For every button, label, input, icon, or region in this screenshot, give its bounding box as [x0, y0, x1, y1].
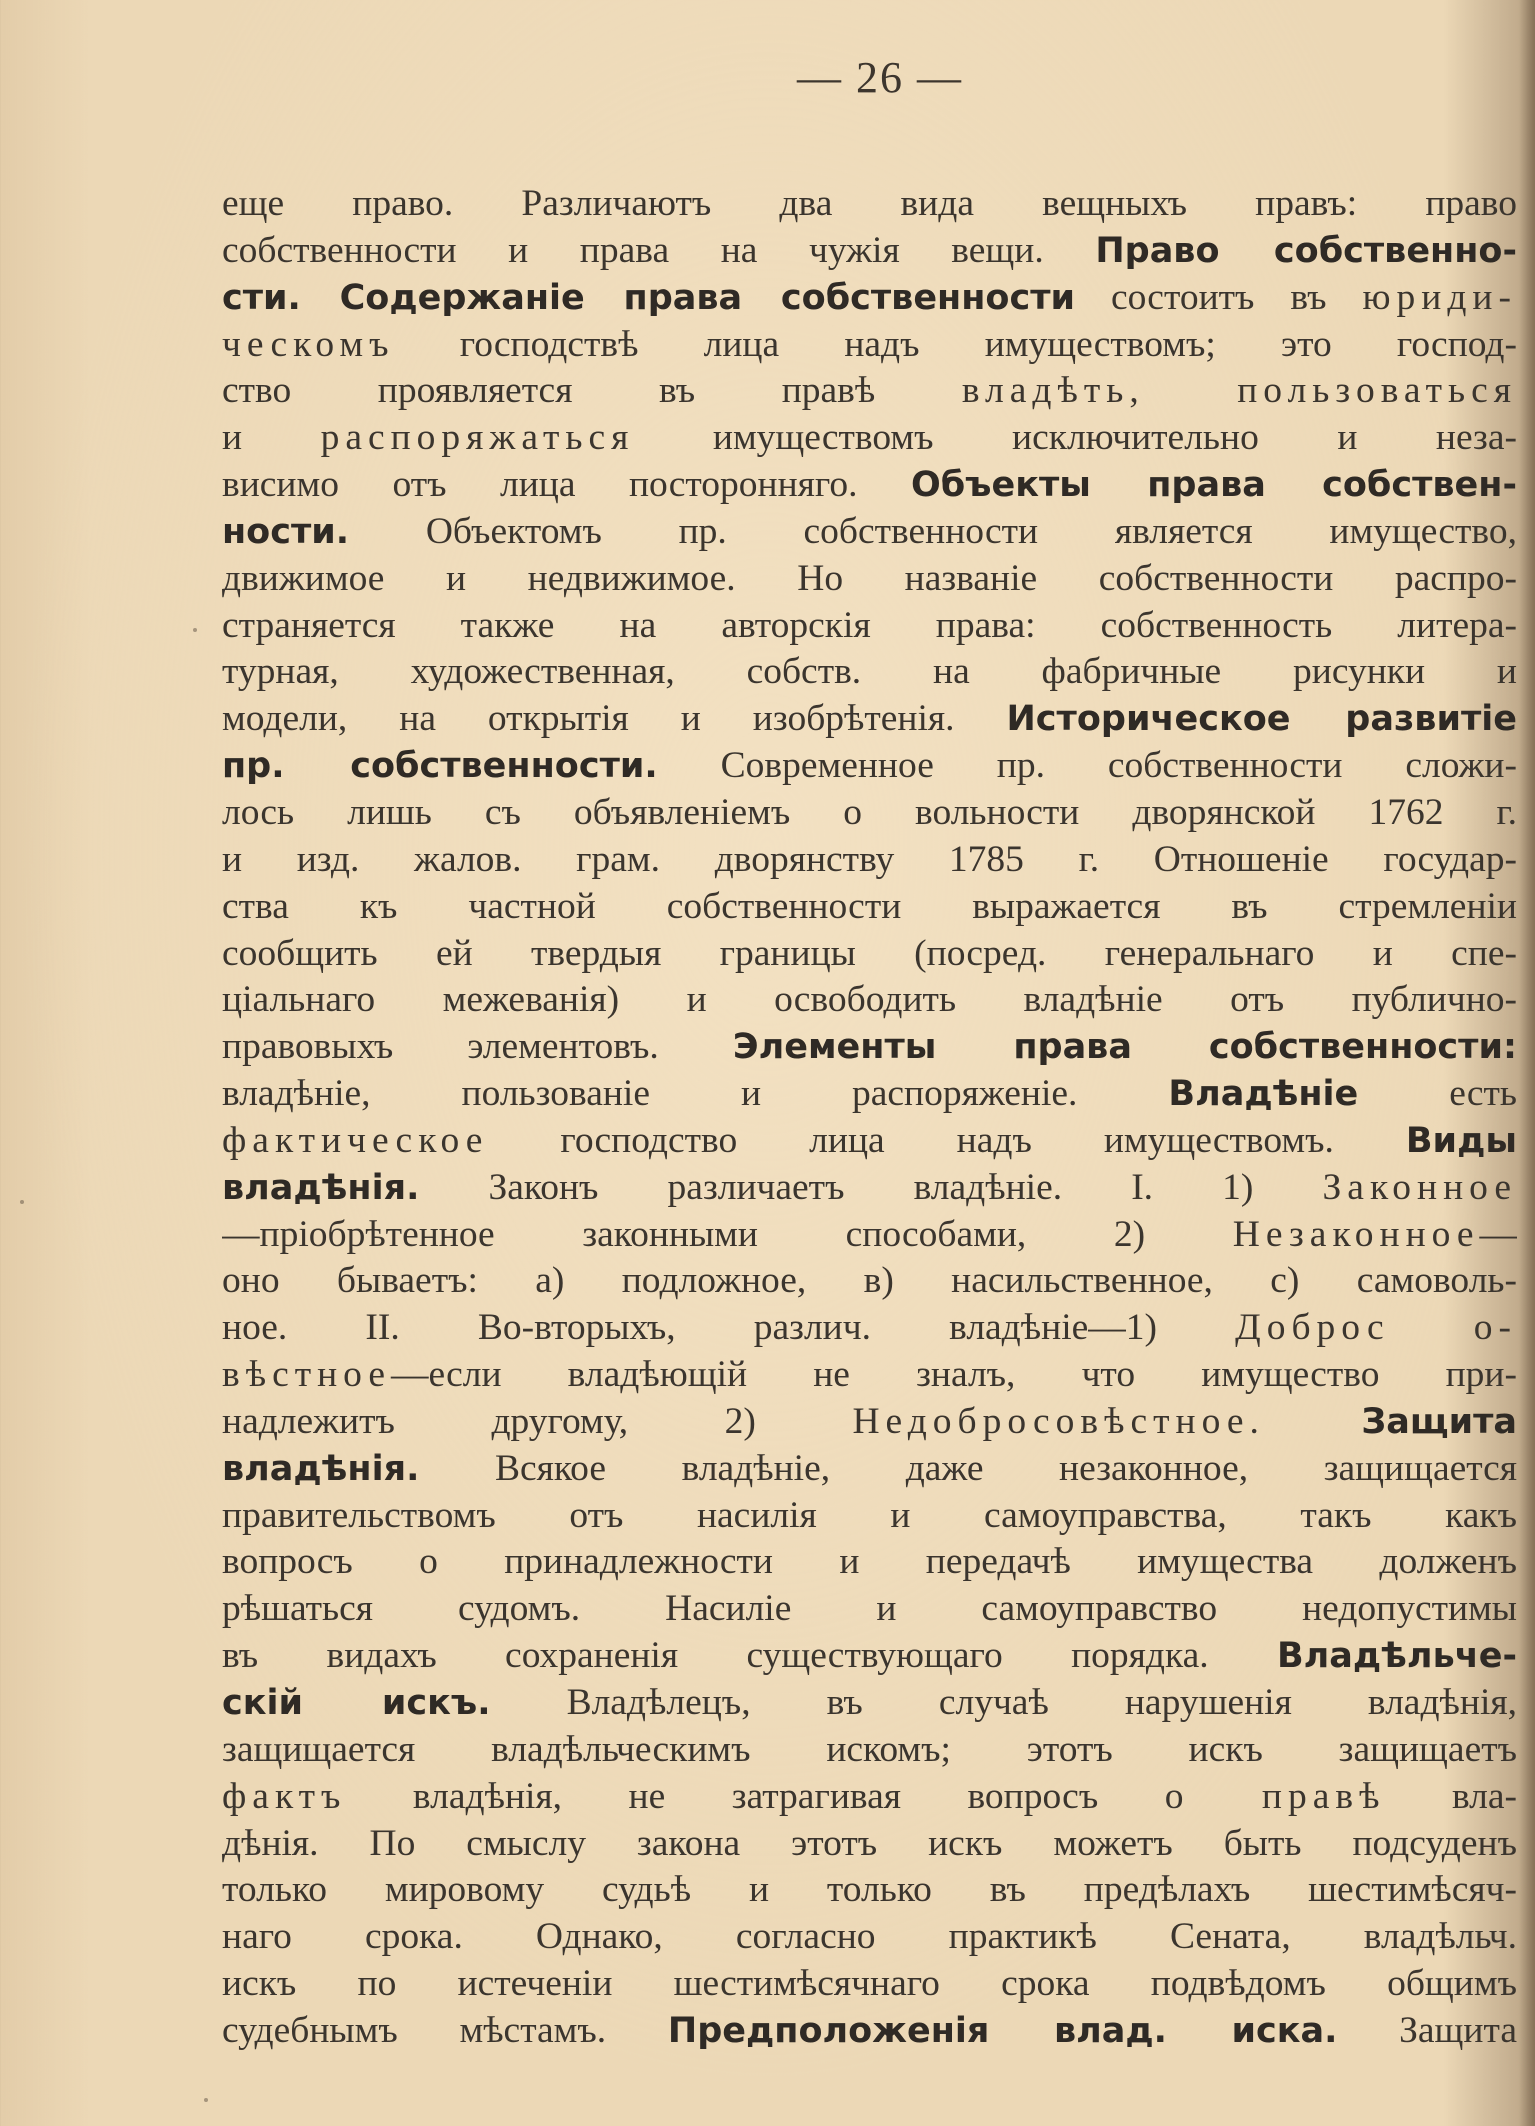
text-line [222, 1071, 1517, 1118]
text-line [222, 415, 1517, 462]
text-line [222, 1539, 1517, 1586]
bold-heading-run: сти. Содержаніе права собственности [222, 277, 1076, 318]
bold-heading-run: Виды [1405, 1120, 1517, 1161]
text-line [222, 1493, 1517, 1540]
text-run: Всякое владѣніе, даже незаконное, защищается [419, 1447, 1517, 1489]
text-run: наго срока. Однако, согласно практикѣ Сената, владѣльч. [222, 1916, 1517, 1958]
ink-speck [20, 1200, 24, 1204]
bold-heading-run: скій искъ. [222, 1683, 491, 1723]
bold-heading-run: владѣнія. [222, 1448, 420, 1489]
bold-heading-run: Владѣльче- [1276, 1636, 1517, 1677]
text-line [222, 1867, 1517, 1914]
text-run: турная, художественная, собств. на фабричные рисунки и [222, 651, 1517, 693]
text-run: лось лишь съ объявленіемъ о вольности дворянской 1762 г. [222, 791, 1517, 833]
text-run: владѣніе, пользованіе и распоряженіе. [222, 1073, 1169, 1115]
text-run: надлежитъ другому, 2) [222, 1400, 853, 1442]
text-line [222, 1774, 1517, 1821]
text-line [222, 1258, 1517, 1305]
text-line [222, 1446, 1517, 1493]
ink-speck [193, 628, 197, 632]
text-line [222, 368, 1517, 415]
text-line [222, 884, 1517, 931]
spaced-emphasis-run: о правѣ [1164, 1775, 1386, 1817]
spaced-emphasis-run: ческомъ [222, 323, 395, 365]
text-run: ное. II. Во-вторыхъ, различ. владѣніе—1) [222, 1307, 1236, 1349]
text-line [222, 1914, 1517, 1961]
text-run: правовыхъ элементовъ. [222, 1026, 733, 1068]
text-run: только мировому судьѣ и только въ предѣлахъ шестимѣсяч- [222, 1869, 1517, 1911]
text-run [1265, 1401, 1362, 1442]
text-run: модели, на открытія и изобрѣтенія. [222, 698, 1007, 740]
text-line [222, 1821, 1517, 1868]
text-run: владѣнія, не затрагивая вопросъ [346, 1775, 1165, 1817]
text-line [222, 1399, 1517, 1446]
text-run: въ видахъ сохраненія существующаго порядка. [222, 1635, 1277, 1677]
text-run: ціальнаго межеванія) и освободить владѣніе отъ публично- [222, 979, 1517, 1021]
spaced-emphasis-run: Недобросовѣстное. [852, 1400, 1265, 1442]
spaced-emphasis-run: фактъ [222, 1775, 347, 1817]
bold-heading-run: Владѣніе [1168, 1074, 1359, 1115]
text-run: имуществомъ исключительно и неза- [634, 417, 1517, 459]
spaced-emphasis-run: распоряжаться [320, 417, 635, 459]
text-line [222, 462, 1517, 509]
text-line [222, 743, 1517, 790]
text-run: Объектомъ пр. собственности является имущество, [349, 510, 1517, 552]
spaced-emphasis-run: владѣть, пользоваться [961, 370, 1517, 412]
text-line [222, 509, 1517, 556]
text-run: собственности и права на чужія вещи. [222, 229, 1096, 271]
bold-heading-run: пр. собственности. [222, 746, 658, 787]
text-line [222, 1680, 1517, 1727]
body-text [222, 181, 1517, 2055]
text-line [222, 790, 1517, 837]
text-line [222, 322, 1517, 369]
text-line [222, 181, 1517, 228]
text-line [222, 837, 1517, 884]
text-run: господствѣ лица надъ имуществомъ; это господ- [394, 323, 1517, 365]
text-run: — [1479, 1213, 1517, 1255]
spaced-emphasis-run: юриди- [1362, 276, 1517, 318]
spaced-emphasis-run: вѣстное [222, 1354, 392, 1396]
bold-heading-run: Историческое развитіе [1006, 699, 1517, 740]
page-number: — 26 — [797, 53, 963, 102]
bold-heading-run: ности. [222, 511, 350, 552]
text-run: страняется также на авторскія права: собственность литера- [222, 604, 1517, 646]
text-line [222, 603, 1517, 650]
bold-heading-run: Объекты права собствен- [910, 465, 1517, 506]
text-run: и изд. жалов. грам. дворянству 1785 г. Отношеніе государ- [222, 838, 1517, 880]
spaced-emphasis-run: фактическое [222, 1119, 489, 1161]
text-line [222, 1165, 1517, 1212]
text-run: дѣнія. По смыслу закона этотъ искъ можетъ быть подсуденъ [222, 1822, 1517, 1864]
text-run: правительствомъ отъ насилія и самоуправства, такъ какъ [222, 1494, 1517, 1536]
spaced-emphasis-run: Доброс о- [1235, 1307, 1517, 1349]
text-run: оно бываетъ: а) подложное, в) насильственное, с) самоволь- [222, 1260, 1517, 1302]
text-run: висимо отъ лица посторонняго. [222, 464, 911, 506]
text-run: Современное пр. собственности сложи- [657, 745, 1517, 787]
text-run: искъ по истеченіи шестимѣсячнаго срока подвѣдомъ общимъ [222, 1963, 1517, 2005]
text-line [222, 1024, 1517, 1071]
text-line [222, 1633, 1517, 1680]
bold-heading-run: владѣнія. [222, 1167, 420, 1208]
text-run: ства къ частной собственности выражается въ стремленіи [222, 885, 1517, 927]
text-line [222, 556, 1517, 603]
bold-heading-run: Защита [1361, 1401, 1517, 1442]
text-line [222, 1212, 1517, 1259]
page-edge-shadow [1519, 0, 1535, 2126]
spaced-emphasis-run: Законное [1322, 1166, 1517, 1208]
text-line [222, 1352, 1517, 1399]
text-line [222, 275, 1517, 322]
text-run: движимое и недвижимое. Но названіе собственности распро- [222, 557, 1517, 599]
text-run: вопросъ о принадлежности и передачѣ имущества долженъ [222, 1541, 1517, 1583]
text-run: Законъ различаетъ владѣніе. I. 1) [419, 1166, 1323, 1208]
bold-heading-run: Предположенія влад. иска. [667, 2010, 1338, 2051]
text-run: еще право. Различаютъ два вида вещныхъ правъ: право [222, 183, 1517, 224]
text-run: —если владѣющій не зналъ, что имущество при- [391, 1354, 1517, 1396]
text-run: рѣшаться судомъ. Насиліе и самоуправство недопустимы [222, 1588, 1517, 1630]
text-run: сообщить ей твердыя границы (посред. генеральнаго и спе- [222, 932, 1517, 974]
text-line [222, 2008, 1517, 2055]
text-line [222, 1118, 1517, 1165]
text-run: вла- [1385, 1775, 1517, 1817]
text-line [222, 649, 1517, 696]
text-run: —пріобрѣтенное законными способами, 2) [222, 1213, 1233, 1255]
text-run: состоитъ въ [1075, 276, 1363, 318]
bold-heading-run: Право собственно- [1095, 230, 1517, 271]
text-line [222, 696, 1517, 743]
ink-speck [204, 2098, 208, 2102]
text-run: Владѣлецъ, въ случаѣ нарушенія владѣнія, [490, 1682, 1517, 1723]
text-run: господство лица надъ имуществомъ. [488, 1119, 1406, 1161]
text-run: защищается владѣльческимъ искомъ; этотъ искъ защищаетъ [222, 1728, 1517, 1770]
text-run: Защита [1337, 2009, 1517, 2051]
spaced-emphasis-run: Незаконное [1232, 1213, 1480, 1255]
text-line [222, 1961, 1517, 2008]
text-line [222, 228, 1517, 275]
text-line [222, 931, 1517, 978]
text-line [222, 1305, 1517, 1352]
text-run: и [222, 417, 321, 459]
text-line [222, 977, 1517, 1024]
text-line [222, 1586, 1517, 1633]
text-run: есть [1358, 1073, 1517, 1115]
text-run: ство проявляется въ правѣ [222, 370, 962, 412]
text-line [222, 1727, 1517, 1774]
bold-heading-run: Элементы права собственности: [732, 1027, 1517, 1068]
text-run: судебнымъ мѣстамъ. [222, 2009, 668, 2051]
